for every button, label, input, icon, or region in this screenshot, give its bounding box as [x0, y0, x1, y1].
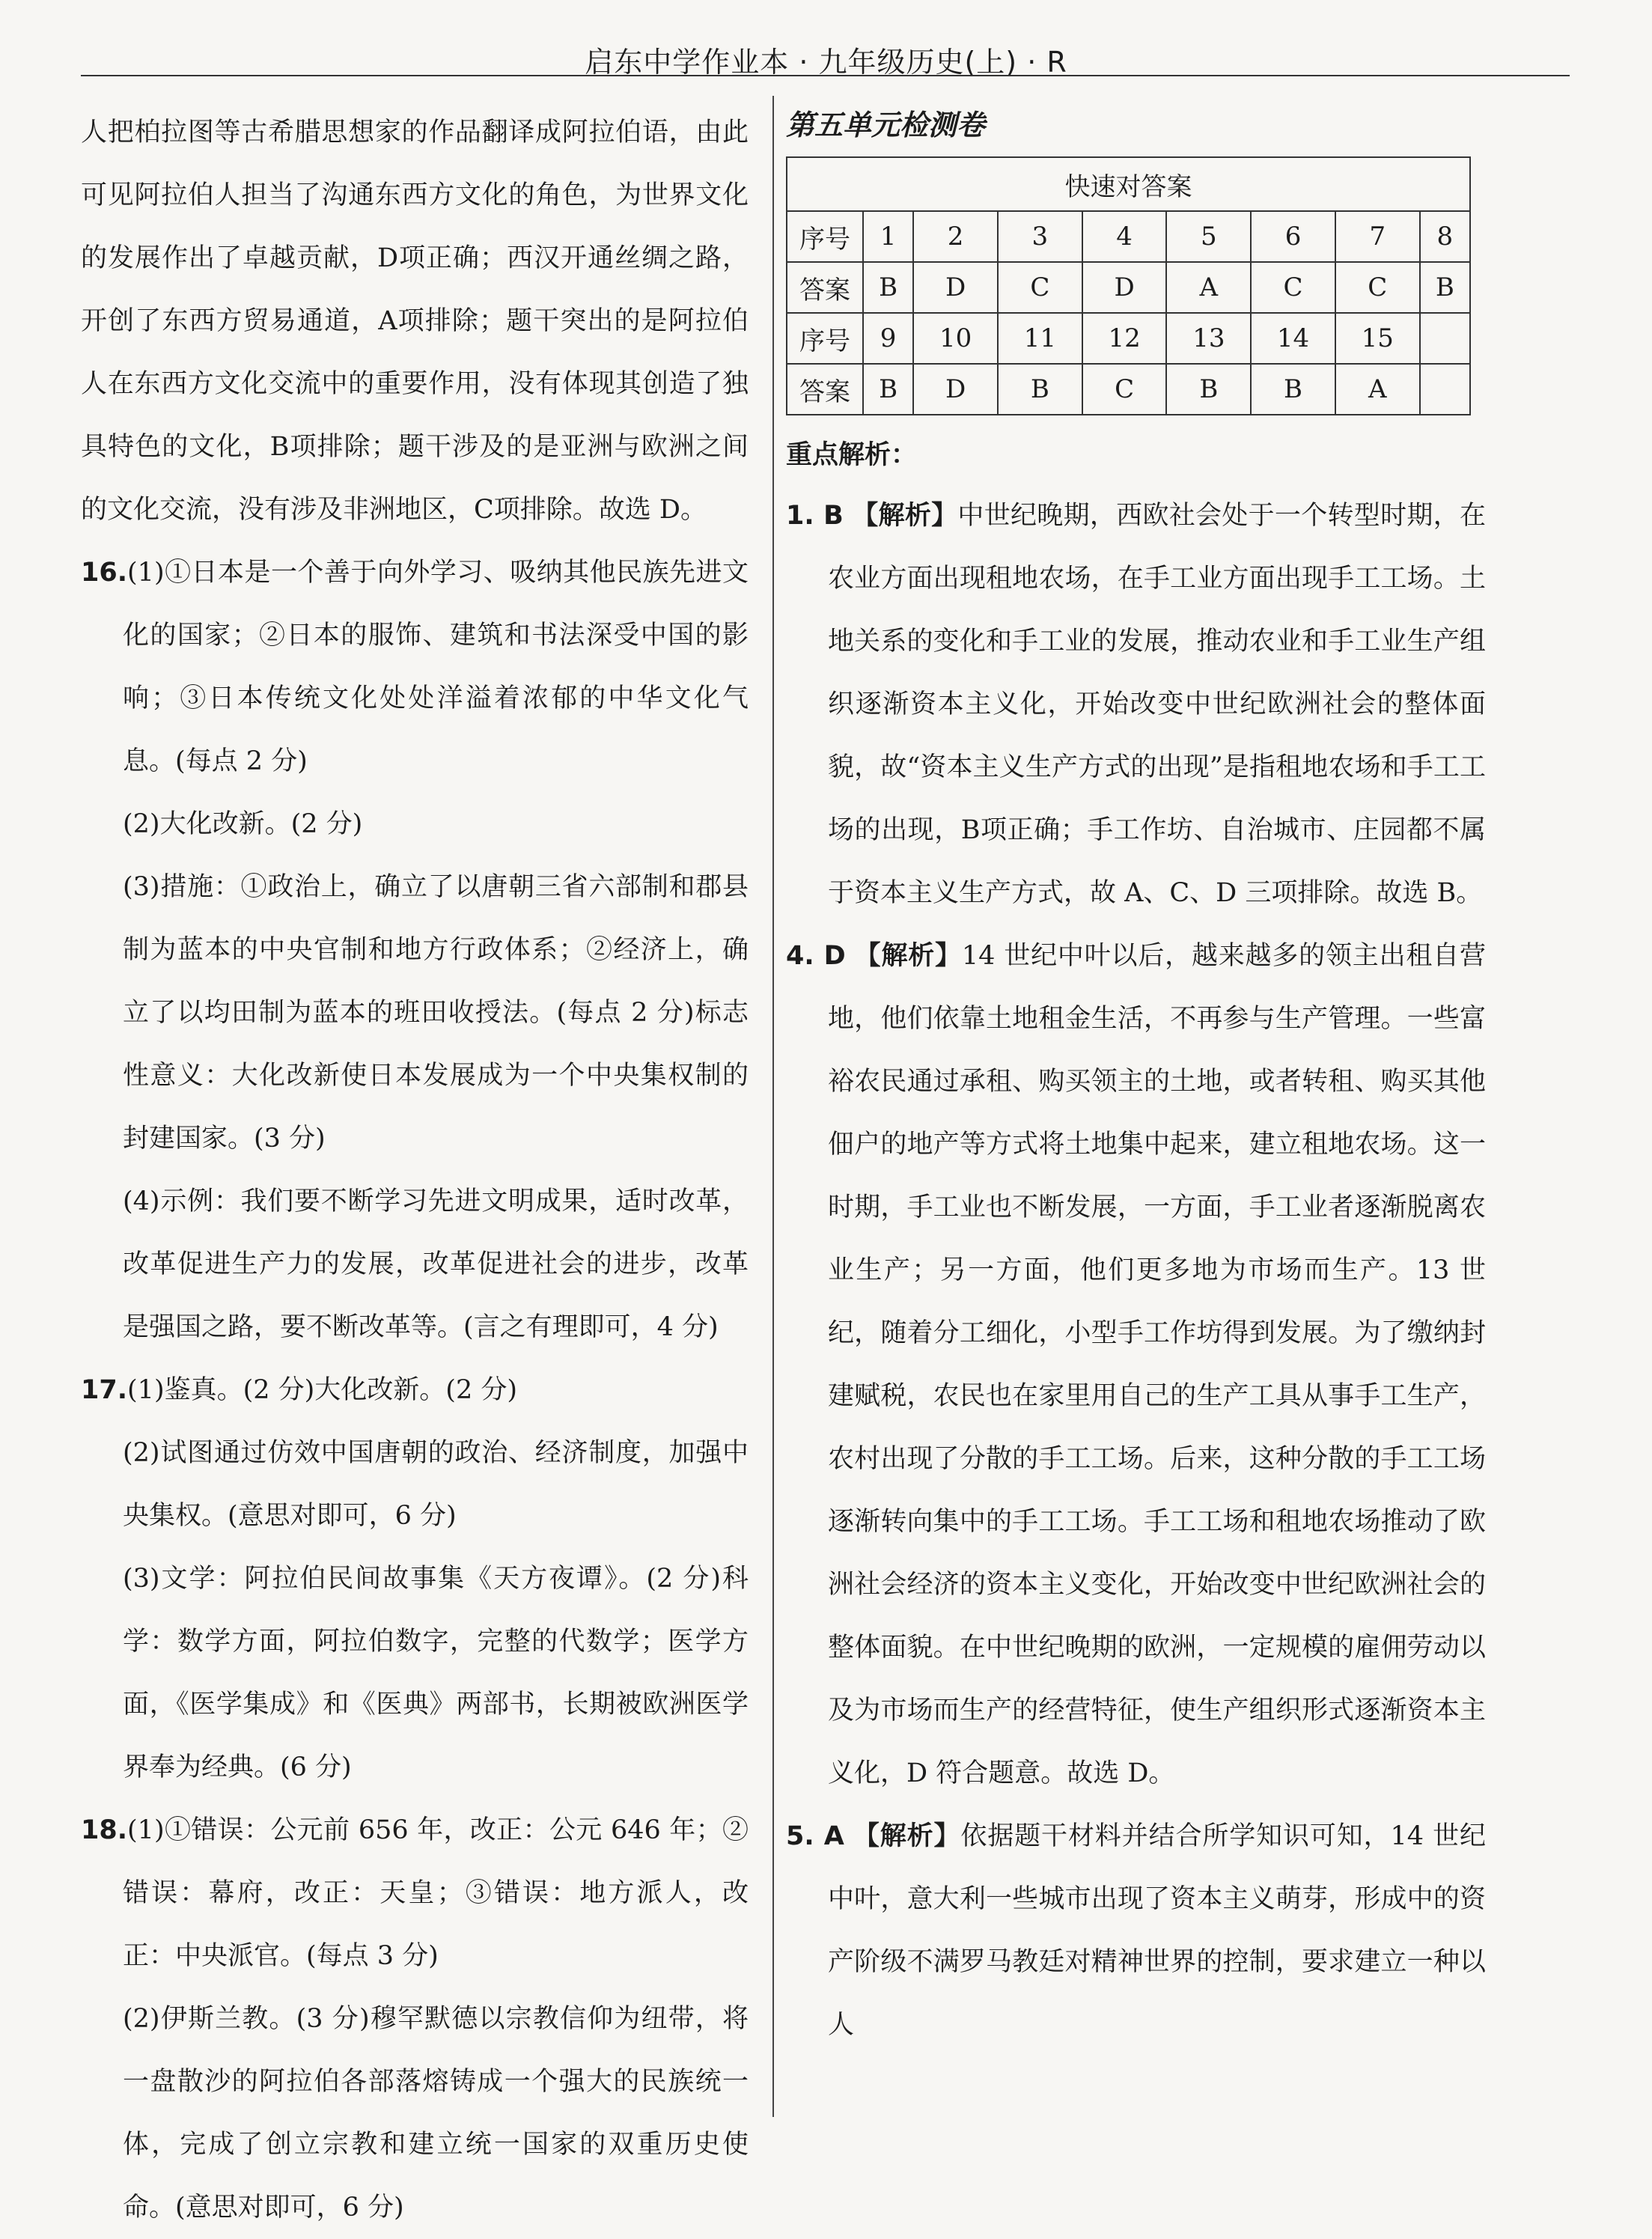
table-cell: D: [913, 364, 998, 415]
table-cell: 1: [863, 211, 913, 262]
table-cell: B: [998, 364, 1082, 415]
answer-16-part2: (2)大化改新。(2 分): [123, 809, 363, 839]
table-cell: 6: [1251, 211, 1335, 262]
continued-paragraph: 人把柏拉图等古希腊思想家的作品翻译成阿拉伯语，由此可见阿拉伯人担当了沟通东西方文化的角色，为世界文化的发展作出了卓越贡献，D项正确；西汉开通丝绸之路，开创了东西方贸易通道，A项排除；题干突出的是阿拉伯人在东西方文化交流中的重要作用，没有体现其创造了独具特色的文化，B项排除；题干涉及的是亚洲与欧洲之间的文化交流，没有涉及非洲地区，C项排除。故选 D。: [81, 118, 749, 525]
right-column: [786, 101, 1486, 2056]
row-label-number: 序号: [787, 313, 863, 364]
analysis-1: [786, 484, 1486, 924]
answer-16-number: 16.: [81, 558, 128, 588]
table-cell: 2: [913, 211, 998, 262]
table-cell: 8: [1420, 211, 1470, 262]
page-header: 启东中学作业本 · 九年级历史(上) · R: [585, 46, 1067, 79]
analysis-5-tag: 【解析】: [853, 1821, 961, 1851]
table-cell: 7: [1335, 211, 1420, 262]
analysis-4: [786, 924, 1486, 1805]
answer-18: [81, 1799, 749, 1987]
analysis-1-tag: 【解析】: [852, 501, 958, 531]
table-cell: 5: [1166, 211, 1251, 262]
table-row-numbers-1: [787, 211, 1470, 262]
table-cell: 3: [998, 211, 1082, 262]
answer-17: [81, 1359, 749, 1422]
analysis-4-answer: 4. D: [786, 941, 846, 971]
table-cell: D: [913, 262, 998, 313]
answer-18-part1: (1)①错误：公元前 656 年，改正：公元 646 年；②错误：幕府，改正：天皇；③错误：地方派人，改正：中央派官。(每点 3 分): [123, 1815, 749, 1971]
table-cell: [1420, 313, 1470, 364]
answer-16-part4: (4)示例：我们要不断学习先进文明成果，适时改革，改革促进生产力的发展，改革促进社会的进步，改革是强国之路，要不断改革等。(言之有理即可，4 分): [123, 1186, 749, 1342]
table-cell: 10: [913, 313, 998, 364]
answer-18-part2: (2)伊斯兰教。(3 分)穆罕默德以宗教信仰为纽带，将一盘散沙的阿拉伯各部落熔铸成一个强大的民族统一体，完成了创立宗教和建立统一国家的双重历史使命。(意思对即可，6 分): [123, 2004, 749, 2223]
analysis-4-text: 14 世纪中叶以后，越来越多的领主出租自营地，他们依靠土地租金生活，不再参与生产管理。一些富裕农民通过承租、购买领主的土地，或者转租、购买其他佃户的地产等方式将土地集中起来，建立租地农场。这一时期，手工业也不断发展，一方面，手工业者逐渐脱离农业生产；另一方面，他们更多地为市场而生产。13 世纪，随着分工细化，小型手工作坊得到发展。为了缴纳封建赋税，农民也在家里用自己的生产工具从事手工生产，农村出现了分散的手工工场。后来，这种分散的手工工场逐渐转向集中的手工工场。手工工场和租地农场推动了欧洲社会经济的资本主义变化，开始改变中世纪欧洲社会的整体面貌。在中世纪晚期的欧洲，一定规模的雇佣劳动以及为市场而生产的经营特征，使生产组织形式逐渐资本主义化，D 符合题意。故选 D。: [828, 941, 1486, 1788]
answer-17-part1: (1)鉴真。(2 分)大化改新。(2 分): [127, 1375, 518, 1405]
analysis-1-answer: 1. B: [786, 501, 844, 531]
section-title: 第五单元检测卷: [786, 109, 986, 141]
key-analysis-title: 重点解析：: [786, 440, 918, 470]
table-cell: A: [1335, 364, 1420, 415]
answer-17-number: 17.: [81, 1375, 128, 1405]
column-divider: [772, 96, 774, 2117]
analysis-4-tag: 【解析】: [854, 941, 962, 971]
analysis-5-text: 依据题干材料并结合所学知识可知，14 世纪中叶，意大利一些城市出现了资本主义萌芽，形成中的资产阶级不满罗马教廷对精神世界的控制，要求建立一种以人: [828, 1821, 1486, 2040]
table-cell: B: [1166, 364, 1251, 415]
table-caption: 快速对答案: [787, 157, 1470, 211]
row-label-number: 序号: [787, 211, 863, 262]
analysis-5-answer: 5. A: [786, 1821, 844, 1851]
table-cell: C: [1251, 262, 1335, 313]
table-cell: C: [1082, 364, 1167, 415]
row-label-answer: 答案: [787, 262, 863, 313]
analysis-1-text: 中世纪晚期，西欧社会处于一个转型时期，在农业方面出现租地农场，在手工业方面出现手工工场。土地关系的变化和手工业的发展，推动农业和手工业生产组织逐渐资本主义化，开始改变中世纪欧洲社会的整体面貌，故“资本主义生产方式的出现”是指租地农场和手工工场的出现，B项正确；手工作坊、自治城市、庄园都不属于资本主义生产方式，故 A、C、D 三项排除。故选 B。: [828, 501, 1486, 908]
quick-answer-table: [786, 156, 1471, 415]
table-cell: 4: [1082, 211, 1167, 262]
table-cell: B: [1251, 364, 1335, 415]
table-row-answers-1: [787, 262, 1470, 313]
header-rule: [81, 75, 1570, 76]
table-cell: A: [1166, 262, 1251, 313]
table-cell: 11: [998, 313, 1082, 364]
answer-16-part3: (3)措施：①政治上，确立了以唐朝三省六部制和郡县制为蓝本的中央官制和地方行政体系；②经济上，确立了以均田制为蓝本的班田收授法。(每点 2 分)标志性意义：大化改新使日本发展成为一个中央集权制的封建国家。(3 分): [123, 872, 749, 1154]
table-cell: D: [1082, 262, 1167, 313]
table-row-answers-2: [787, 364, 1470, 415]
table-row-numbers-2: [787, 313, 1470, 364]
table-cell: [1420, 364, 1470, 415]
row-label-answer: 答案: [787, 364, 863, 415]
table-cell: 15: [1335, 313, 1420, 364]
answer-17-part3: (3)文学：阿拉伯民间故事集《天方夜谭》。(2 分)科学：数学方面，阿拉伯数字，完整的代数学；医学方面，《医学集成》和《医典》两部书，长期被欧洲医学界奉为经典。(6 分): [123, 1564, 749, 1782]
table-cell: 14: [1251, 313, 1335, 364]
left-column: [81, 101, 749, 2239]
table-cell: B: [863, 262, 913, 313]
table-cell: 12: [1082, 313, 1167, 364]
answer-17-part2: (2)试图通过仿效中国唐朝的政治、经济制度，加强中央集权。(意思对即可，6 分): [123, 1438, 749, 1531]
table-cell: 13: [1166, 313, 1251, 364]
answer-16-part1: (1)①日本是一个善于向外学习、吸纳其他民族先进文化的国家；②日本的服饰、建筑和书法深受中国的影响；③日本传统文化处处洋溢着浓郁的中华文化气息。(每点 2 分): [123, 558, 749, 776]
answer-16: [81, 541, 749, 793]
table-cell: C: [998, 262, 1082, 313]
table-cell: C: [1335, 262, 1420, 313]
table-cell: B: [863, 364, 913, 415]
analysis-5: [786, 1805, 1486, 2056]
table-cell: 9: [863, 313, 913, 364]
answer-18-number: 18.: [81, 1815, 128, 1845]
table-cell: B: [1420, 262, 1470, 313]
